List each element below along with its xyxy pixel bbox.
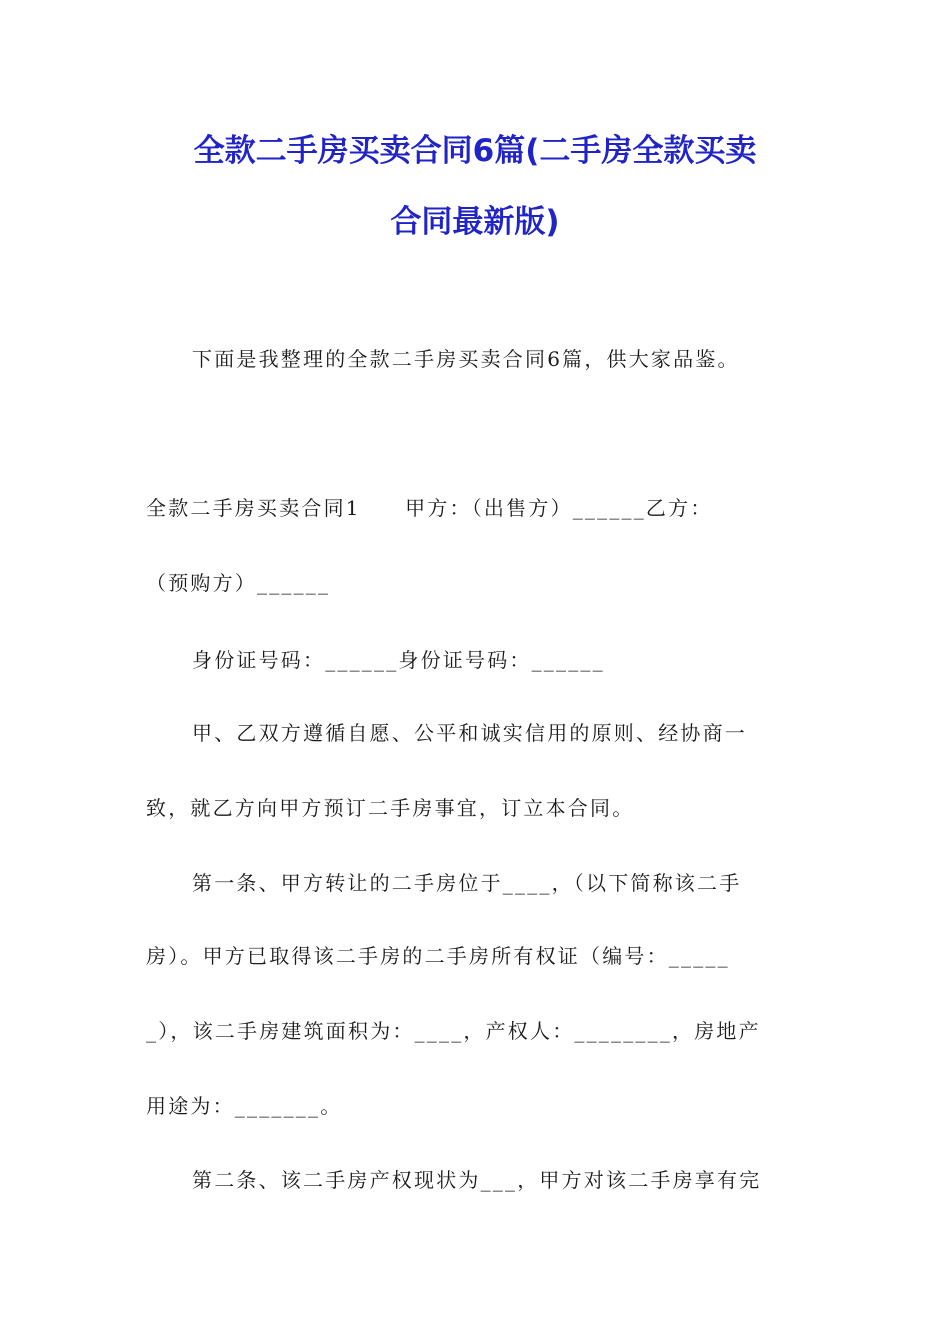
contract-line-1: 全款二手房买卖合同1 甲方：（出售方）______乙方： xyxy=(146,496,713,520)
document-title-line-1: 全款二手房买卖合同6篇(二手房全款买卖 xyxy=(193,133,757,169)
contract-line-4: 甲、乙双方遵循自愿、公平和诚实信用的原则、经协商一 xyxy=(192,721,747,745)
contract-line-5: 致，就乙方向甲方预订二手房事宜，订立本合同。 xyxy=(146,796,635,820)
intro-paragraph: 下面是我整理的全款二手房买卖合同6篇，供大家品鉴。 xyxy=(192,347,740,371)
contract-line-6: 第一条、甲方转让的二手房位于____，（以下简称该二手 xyxy=(192,871,742,895)
document-title-line-2: 合同最新版) xyxy=(390,204,560,240)
contract-line-2: （预购方）______ xyxy=(146,571,331,595)
contract-line-8: _），该二手房建筑面积为：____，产权人：________，房地产 xyxy=(146,1019,761,1043)
contract-line-9: 用途为：_______。 xyxy=(146,1094,343,1118)
contract-line-10: 第二条、该二手房产权现状为___，甲方对该二手房享有完 xyxy=(192,1168,762,1192)
contract-line-7: 房）。甲方已取得该二手房的二手房所有权证（编号：_____ xyxy=(146,944,730,968)
contract-line-3: 身份证号码：______身份证号码：______ xyxy=(192,648,605,672)
